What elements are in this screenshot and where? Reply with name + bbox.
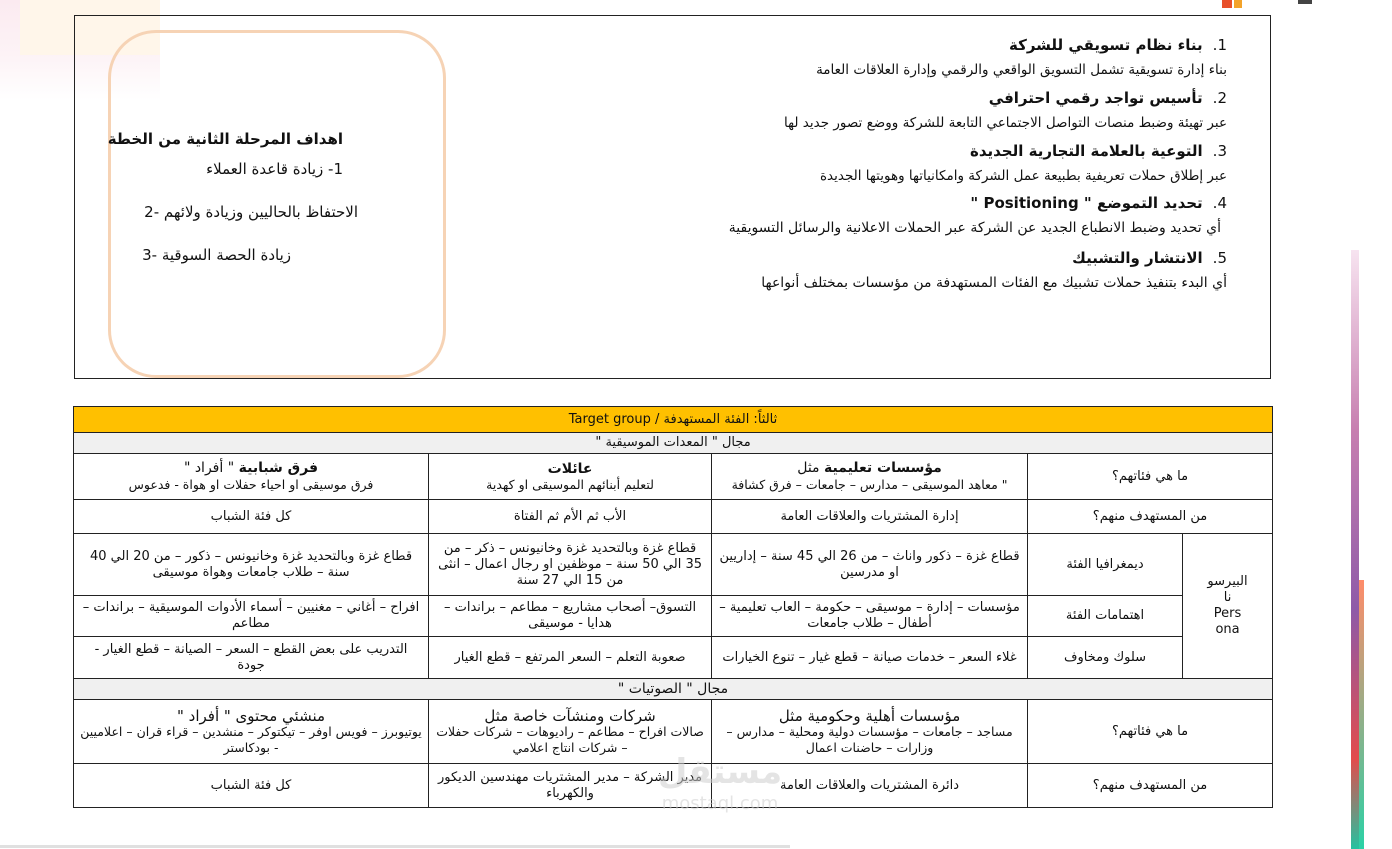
goal-item: الاحتفاظ بالحاليين وزيادة ولائهم -2	[144, 203, 358, 221]
table-row	[74, 534, 1273, 596]
target-group-table	[73, 406, 1273, 808]
category-title: مؤسسات تعليمية	[824, 460, 942, 476]
target-cell: مدير الشركة – مدير المشتريات مهندسين الديكور والكهرباء	[429, 764, 712, 808]
question-who: ما هي فئاتهم؟	[1028, 454, 1273, 500]
plan-step-title: بناء نظام تسويقي للشركة	[1009, 36, 1203, 54]
section-title-music-equipment: مجال " المعدات الموسيقية "	[74, 433, 1273, 454]
plan-step	[607, 249, 1227, 299]
category-subtitle: مساجد – جامعات – مؤسسات دولية ومحلية – مدارس – وزارات – حاضنات اعمال	[726, 723, 1013, 755]
plan-step-title: التوعية بالعلامة التجارية الجديدة	[969, 142, 1203, 160]
persona-interests-label: اهتمامات الفئة	[1028, 596, 1183, 637]
section-row	[74, 433, 1273, 454]
plan-step	[607, 36, 1227, 89]
plan-step-description: عبر تهيئة وضبط منصات التواصل الاجتماعي التابعة للشركة ووضع تصور جديد لها	[784, 115, 1227, 131]
plan-step-title: تأسيس تواجد رقمي احترافي	[988, 89, 1203, 107]
target-cell: الأب ثم الأم ثم الفتاة	[429, 500, 712, 534]
watermark-text-ar: مستقل	[657, 752, 783, 792]
plan-step-number: 5.	[1212, 249, 1227, 267]
watermark-text-en: mostaql.com	[661, 793, 779, 814]
table-cell: افراح – أغاني – مغنيين – أسماء الأدوات الموسيقية – براندات – مطاعم	[74, 596, 429, 637]
persona-label-en-cont: ona	[1215, 622, 1240, 637]
plan-step-description: عبر إطلاق حملات تعريفية بطبيعة عمل الشركة وامكانياتها وهويتها الجديدة	[819, 168, 1227, 184]
category-subtitle: فرق موسيقى او احياء حفلات او هواة - فدعوس	[128, 477, 374, 492]
decorative-side-bar	[1351, 250, 1359, 849]
persona-label-ar-cont: نا	[1223, 590, 1232, 605]
plan-step	[607, 142, 1227, 194]
table-row	[74, 500, 1273, 534]
logo-mark-yellow	[1234, 0, 1242, 8]
target-cell: إدارة المشتريات والعلاقات العامة	[712, 500, 1028, 534]
category-title: منشئي محتوى " أفراد "	[176, 706, 326, 725]
persona-behavior-label: سلوك ومخاوف	[1028, 637, 1183, 679]
decorative-side-bar-accent	[1359, 580, 1364, 849]
category-subtitle: لتعليم أبنائهم الموسيقى او كهدية	[486, 476, 654, 492]
table-title: ثالثاً: الفئة المستهدفة / Target group	[74, 407, 1273, 433]
category-title: مؤسسات أهلية وحكومية مثل	[778, 706, 961, 725]
category-title-suffix: " أفراد "	[183, 460, 239, 476]
table-cell: غلاء السعر – خدمات صيانة – قطع غيار – تنوع الخيارات	[712, 637, 1028, 679]
table-cell: قطاع غزة وبالتحديد غزة وخانيونس – ذكور – من 20 الي 40 سنة – طلاب جامعات وهواة موسيقى	[74, 534, 429, 596]
goal-item: 1- زيادة قاعدة العملاء	[206, 160, 343, 178]
category-cell	[429, 700, 712, 764]
table-header-row	[74, 407, 1273, 433]
plan-step-title: الانتشار والتشبيك	[1072, 249, 1203, 267]
category-title: شركات ومنشآت خاصة مثل	[484, 706, 656, 725]
table-cell: التدريب على بعض القطع – السعر – الصيانة – قطع الغيار - جودة	[74, 637, 429, 679]
goals-title: اهداف المرحلة الثانية من الخطة	[107, 130, 343, 148]
table-row	[74, 700, 1273, 764]
category-cell	[429, 454, 712, 500]
phase-two-goals-card	[108, 30, 446, 378]
persona-label-ar: البيرسو	[1207, 574, 1248, 589]
target-cell: دائرة المشتريات والعلاقات العامة	[712, 764, 1028, 808]
logo-mark-orange	[1222, 0, 1232, 8]
category-subtitle: " معاهد الموسيقى – مدارس – جامعات – فرق كشافة	[731, 477, 1008, 492]
page-bottom-divider	[0, 845, 790, 848]
plan-step-number: 4.	[1212, 194, 1227, 212]
category-title: عائلات	[547, 460, 593, 477]
category-cell	[74, 700, 429, 764]
plan-step-description: أي تحديد وضبط الانطباع الجديد عن الشركة عبر الحملات الاعلانية والرسائل التسويقية	[728, 220, 1221, 236]
plan-step-number: 3.	[1212, 142, 1227, 160]
plan-step-description: بناء إدارة تسويقية تشمل التسويق الواقعي والرقمي وإدارة العلاقات العامة	[816, 62, 1227, 78]
question-target: من المستهدف منهم؟	[1028, 500, 1273, 534]
goal-item: زيادة الحصة السوقية -3	[142, 246, 291, 264]
plan-step-number: 2.	[1212, 89, 1227, 107]
plan-step-number: 1.	[1212, 36, 1227, 54]
persona-demographics-label: ديمغرافيا الفئة	[1028, 534, 1183, 596]
category-subtitle: صالات افراح – مطاعم – راديوهات – شركات حفلات – شركات انتاج اعلامي	[436, 723, 704, 755]
question-who: ما هي فئاتهم؟	[1028, 700, 1273, 764]
plan-step-title: تحديد التموضع " Positioning "	[970, 194, 1203, 212]
category-cell	[74, 454, 429, 500]
table-row	[74, 637, 1273, 679]
category-cell	[712, 700, 1028, 764]
table-row	[74, 596, 1273, 637]
target-cell: كل فئة الشباب	[74, 764, 429, 808]
plan-step-description: أي البدء بتنفيذ حملات تشبيك مع الفئات المستهدفة من مؤسسات بمختلف أنواعها	[761, 275, 1227, 291]
table-cell: صعوبة التعلم – السعر المرتفع – قطع الغيار	[429, 637, 712, 679]
category-title: فرق شبابية	[238, 460, 319, 476]
table-cell: التسوق– أصحاب مشاريع – مطاعم – براندات – هدايا - موسيقى	[429, 596, 712, 637]
target-cell: كل فئة الشباب	[74, 500, 429, 534]
logo-mark-dark	[1298, 0, 1312, 4]
section-title-audio: مجال " الصوتيات "	[74, 679, 1273, 700]
table-row	[74, 764, 1273, 808]
question-target: من المستهدف منهم؟	[1028, 764, 1273, 808]
category-title-suffix: مثل	[797, 460, 824, 476]
category-cell	[712, 454, 1028, 500]
table-cell: قطاع غزة وبالتحديد غزة وخانيونس – ذكر – من 35 الي 50 سنة – موظفين او رجال اعمال – انثى من 15 الي 27 سنة	[429, 534, 712, 596]
table-cell: قطاع غزة – ذكور واناث – من 26 الي 45 سنة – إداريين او مدرسين	[712, 534, 1028, 596]
category-subtitle: يوتيوبرز – فويس اوفر – تيكتوكر – منشدين – قراء قران – اعلاميين - بودكاستر	[80, 723, 422, 755]
persona-label	[1183, 534, 1273, 679]
persona-label-en: Pers	[1213, 606, 1242, 621]
plan-steps-list	[607, 36, 1227, 299]
plan-step	[607, 89, 1227, 142]
table-row	[74, 454, 1273, 500]
section-row	[74, 679, 1273, 700]
plan-step	[607, 194, 1227, 249]
table-cell: مؤسسات – إدارة – موسيقى – حكومة – العاب تعليمية – أطفال – طلاب جامعات	[712, 596, 1028, 637]
